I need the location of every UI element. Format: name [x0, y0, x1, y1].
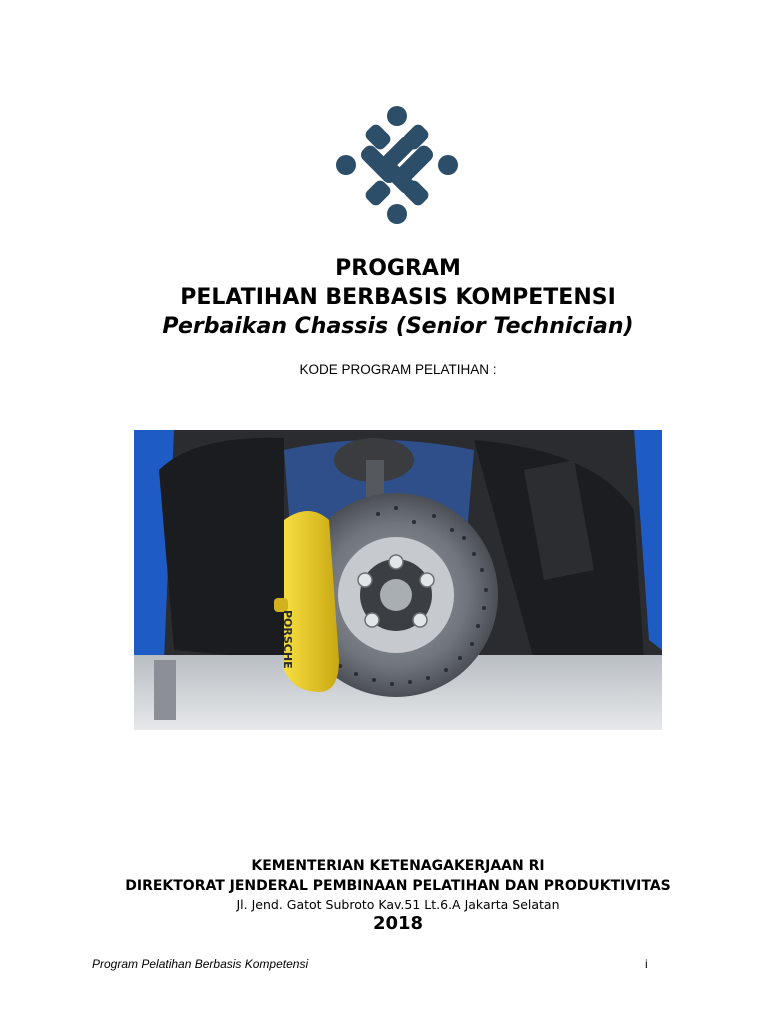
title-subtitle: Perbaikan Chassis (Senior Technician) — [162, 314, 634, 339]
ministry-logo-icon — [336, 106, 458, 224]
ministry-name: KEMENTERIAN KETENAGAKERJAAN RI — [251, 858, 545, 874]
publication-year: 2018 — [372, 913, 424, 934]
page-number: i — [645, 957, 648, 971]
title-main: PELATIHAN BERBASIS KOMPETENSI — [180, 285, 616, 310]
publisher-address: Jl. Jend. Gatot Subroto Kav.51 Lt.6.A Jakarta Selatan — [236, 897, 560, 912]
footer-title: Program Pelatihan Berbasis Kompetensi — [92, 957, 309, 971]
title-program: PROGRAM — [335, 256, 461, 281]
caliper-brand-text: PORSCHE — [281, 610, 294, 669]
program-code-label: KODE PROGRAM PELATIHAN : — [299, 362, 497, 377]
cover-photo-brake — [134, 430, 662, 730]
directorate-name: DIREKTORAT JENDERAL PEMBINAAN PELATIHAN DAN PRODUKTIVITAS — [125, 878, 671, 894]
